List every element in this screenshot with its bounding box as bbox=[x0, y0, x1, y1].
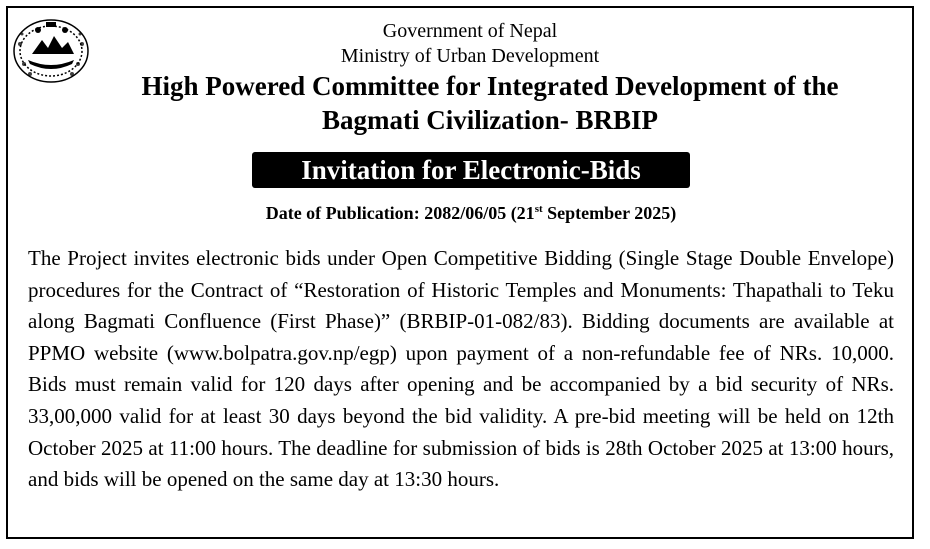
notice-body: The Project invites electronic bids under Open Competitive Bidding (Single Stage Double Envelope) procedures for the Contract of “Restoration of Historic Temples and Monuments: Thapathali to Teku along Bagmati Confluence (First Phase)” (BRBIP-01-082/83). Bidding documents are available at PPMO website (www.bolpatra.gov.np/egp) upon payment of a non-refundable fee of NRs. 10,000. Bids must remain valid for 120 days after opening and be accompanied by a bid security of NRs. 33,00,000 valid for at least 30 days beyond the bid validity. A pre-bid meeting will be held on 12th October 2025 at 11:00 hours. The deadline for submission of bids is 28th October 2025 at 13:00 hours, and bids will be opened on the same day at 13:30 hours. bbox=[28, 246, 894, 492]
committee-title-line-1: High Powered Committee for Integrated Development of the bbox=[141, 71, 839, 101]
publication-date bbox=[0, 201, 930, 225]
invitation-title-banner: Invitation for Electronic-Bids bbox=[252, 152, 690, 188]
government-name: Government of Nepal bbox=[382, 20, 558, 42]
publication-date-suffix: September 2025) bbox=[542, 203, 677, 223]
publication-date-ordinal: st bbox=[534, 203, 543, 215]
committee-title-line-2: Bagmati Civilization- BRBIP bbox=[322, 105, 658, 135]
ministry-name: Ministry of Urban Development bbox=[340, 45, 600, 67]
publication-date-prefix: Date of Publication: 2082/06/05 (21 bbox=[265, 203, 535, 223]
